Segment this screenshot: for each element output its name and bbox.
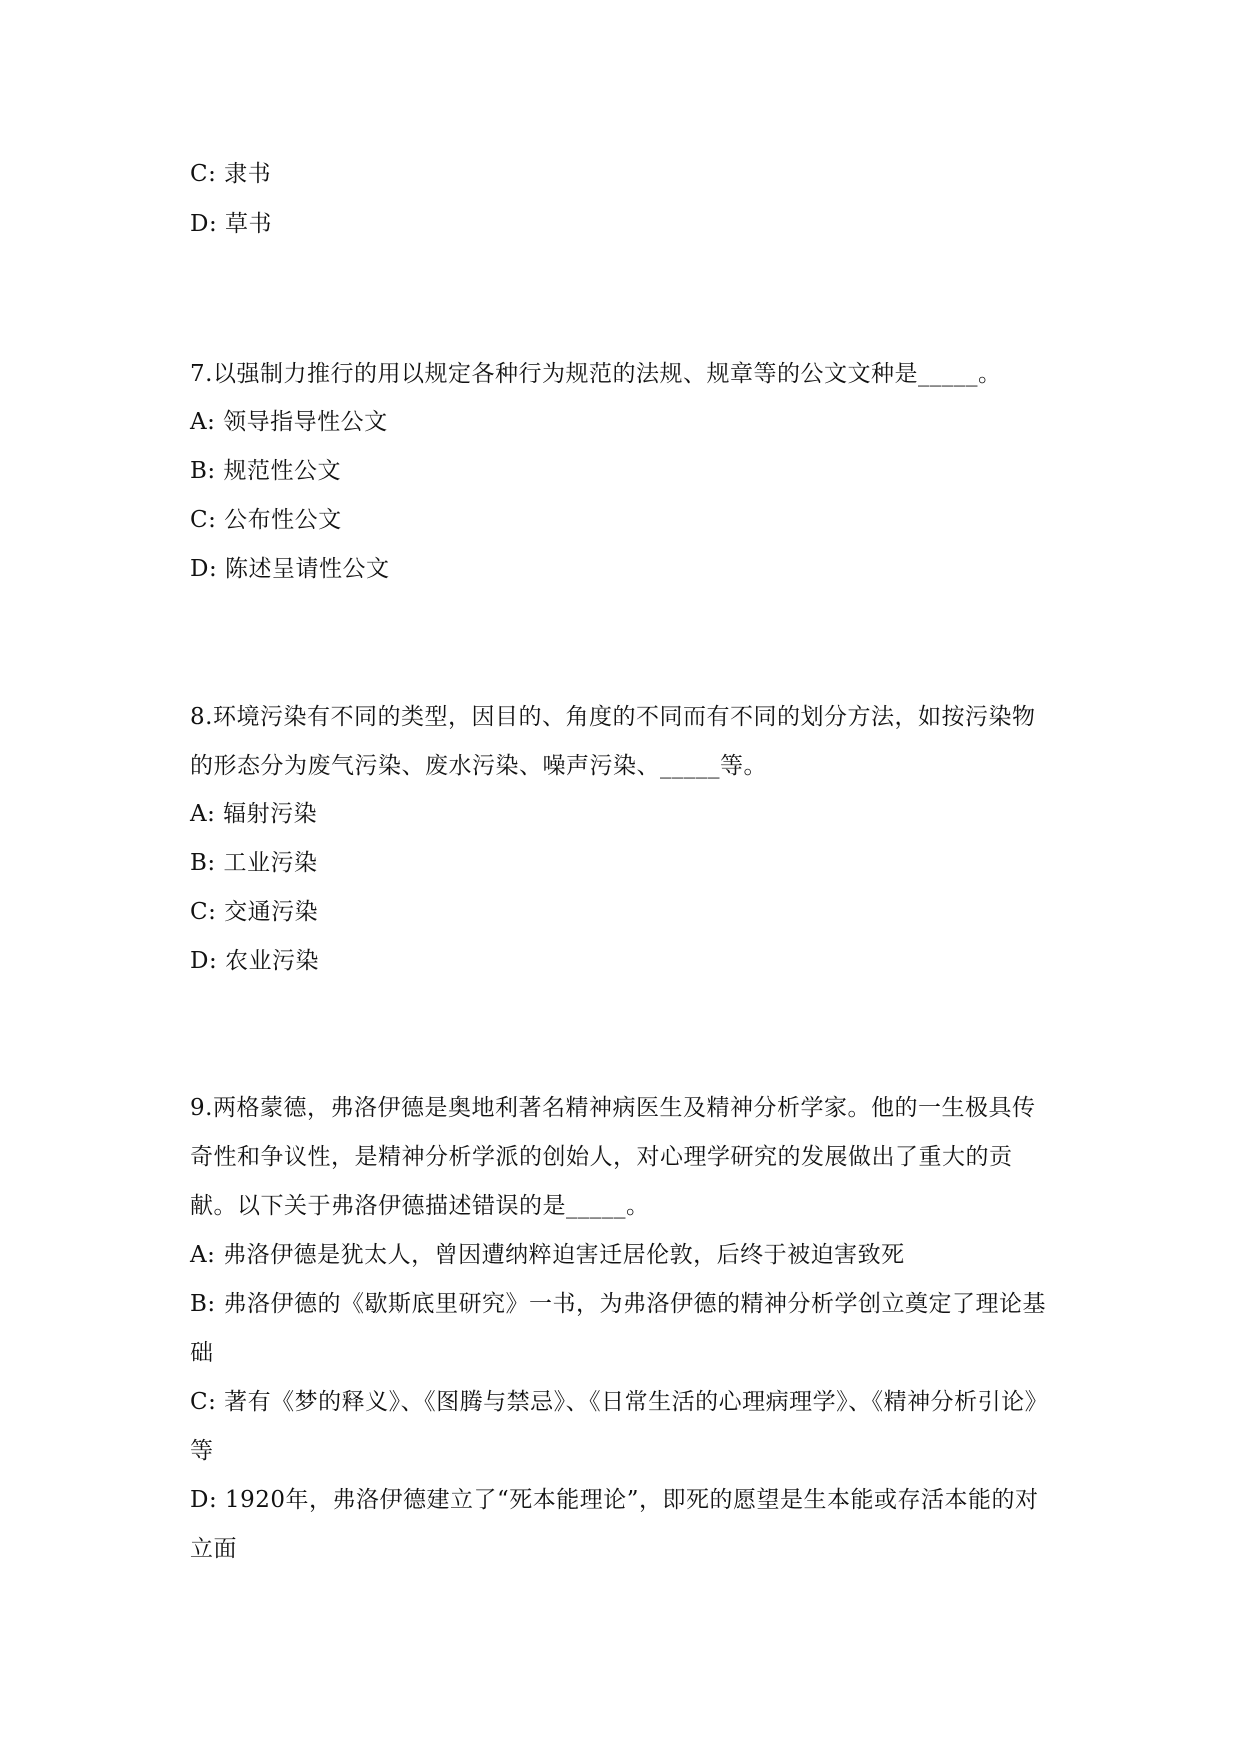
q7-option-d: D: 陈述呈请性公文: [190, 556, 390, 582]
q8-option-a: A: 辐射污染: [190, 801, 318, 827]
q9-option-d: D: 1920年，弗洛伊德建立了“死本能理论”，即死的愿望是生本能或存活本能的对立面: [190, 1487, 1039, 1562]
q7-stem: 7.以强制力推行的用以规定各种行为规范的法规、规章等的公文文种是_____。: [190, 361, 1002, 387]
q7-option-b: B: 规范性公文: [190, 458, 341, 484]
q7-option-c: C: 公布性公文: [190, 507, 342, 533]
q8-option-c: C: 交通污染: [190, 899, 319, 925]
q9-option-c: C: 著有《梦的释义》、《图腾与禁忌》、《日常生活的心理病理学》、《精神分析引论》等: [190, 1389, 1049, 1464]
q8-option-b: B: 工业污染: [190, 850, 318, 876]
q8-stem: 8.环境污染有不同的类型，因目的、角度的不同而有不同的划分方法，如按污染物的形态分为废气污染、废水污染、噪声污染、_____等。: [190, 704, 1036, 779]
q6-option-d: D: 草书: [190, 211, 273, 237]
q8-option-d: D: 农业污染: [190, 948, 320, 974]
q9-option-a: A: 弗洛伊德是犹太人，曾因遭纳粹迫害迁居伦敦，后终于被迫害致死: [190, 1242, 905, 1268]
q6-option-c: C: 隶书: [190, 161, 272, 187]
q9-option-b: B: 弗洛伊德的《歇斯底里研究》一书，为弗洛伊德的精神分析学创立奠定了理论基础: [190, 1291, 1046, 1366]
q7-option-a: A: 领导指导性公文: [190, 409, 388, 435]
q9-stem: 9.两格蒙德，弗洛伊德是奥地利著名精神病医生及精神分析学家。他的一生极具传奇性和争议性，是精神分析学派的创始人，对心理学研究的发展做出了重大的贡献。以下关于弗洛伊德描述错误的是_____。: [190, 1095, 1036, 1219]
